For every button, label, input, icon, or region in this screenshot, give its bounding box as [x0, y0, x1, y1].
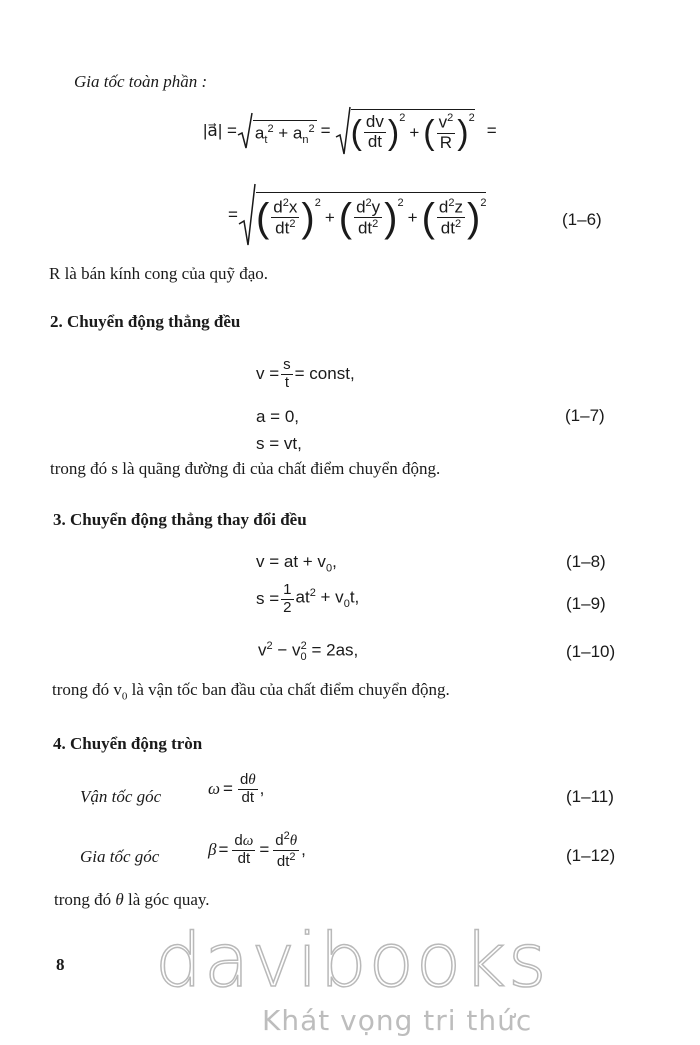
- section-2-heading: 2. Chuyển động thẳng đều: [50, 312, 241, 331]
- watermark-tagline: Khát vọng tri thức: [262, 1004, 533, 1037]
- angular-velocity-label: Vận tốc góc: [80, 787, 162, 806]
- equation-number-1-7: (1–7): [565, 406, 605, 425]
- equation-number-1-11: (1–11): [566, 787, 614, 806]
- section-3-note: trong đó $v_0$ là vận tốc ban đầu của chất điểm chuyển động.: [52, 680, 450, 703]
- equation-velocity-squared: $v^2 - v_0^2 = 2as$,: [258, 640, 359, 664]
- radius-definition-text: R là bán kính cong của quỹ đạo.: [49, 264, 269, 283]
- equation-angular-velocity: ω = $\frac{d\theta}{dt}$ ,: [208, 771, 265, 806]
- total-acceleration-label: Gia tốc toàn phần :: [74, 72, 208, 91]
- equation-number-1-10: (1–10): [566, 642, 616, 661]
- equation-acceleration-zero: a = 0,: [256, 407, 300, 426]
- equation-uniform-velocity: v = $\frac{s}{t}$ = const,: [256, 356, 355, 391]
- section-2-note: trong đó s là quãng đường đi của chất điểm chuyển động.: [50, 459, 441, 478]
- equation-number-1-9: (1–9): [566, 594, 606, 613]
- equation-number-1-12: (1–12): [566, 846, 616, 865]
- page-number: 8: [56, 955, 65, 974]
- equation-position-quadratic: s = $\frac{1}{2}$ $at^2 + v_0t$,: [256, 581, 360, 616]
- theta-note: trong đó θ là góc quay.: [54, 890, 210, 909]
- section-4-heading: 4. Chuyển động tròn: [53, 734, 203, 753]
- watermark-brand-logo: davibooks: [155, 918, 549, 1004]
- equation-displacement: s = vt,: [256, 434, 302, 453]
- equation-velocity-linear: v = at + $v_0$,: [256, 552, 337, 575]
- equation-total-acceleration-line1: |a⃗| = $a_t^2 + a_n^2$ = ( $\frac{dv}{dt}$ ) $^2$ + ( $\frac{v^2}{R}$ ) $^2$ =: [203, 105, 497, 157]
- equation-number-1-6: (1–6): [562, 210, 602, 229]
- equation-total-acceleration-line2: = ( $\frac{d^2x}{dt^2}$ ) $^2$ + ( $\frac{d^2y}{dt^2}$ ) $^2$ + ( $\frac{d^2z}{dt^2}$ ) $^2$: [228, 182, 486, 248]
- angular-acceleration-label: Gia tốc góc: [80, 847, 160, 866]
- equation-number-1-8: (1–8): [566, 552, 606, 571]
- section-3-heading: 3. Chuyển động thẳng thay đổi đều: [53, 510, 307, 529]
- equation-angular-acceleration: β = $\frac{d\omega}{dt}$ = $\frac{d^2\theta}{dt^2}$ ,: [208, 830, 306, 870]
